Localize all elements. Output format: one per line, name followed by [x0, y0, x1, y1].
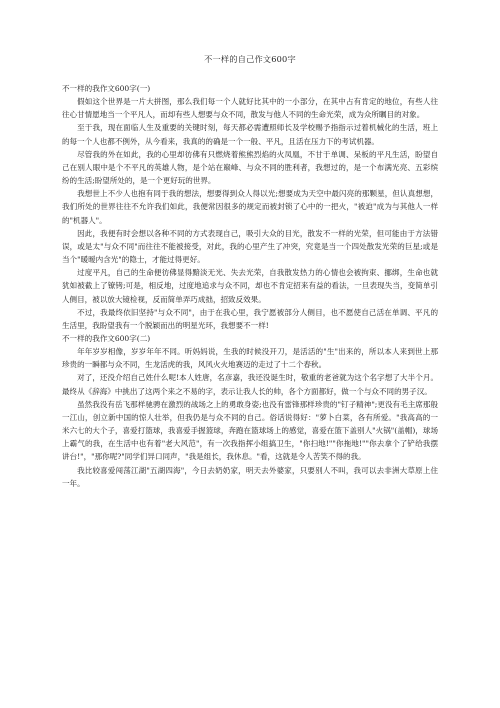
paragraph: 尽管我的外在如此，我的心里却彷佛有只燃烧着熊熊烈焰的火凤凰，不甘于单调、呆板的平凡生活，盼望自己在别人眼中是个不平凡的英雄人物，是个站在巅峰、与众不同的胜利者，我想过的，是一个布满光亮、五彩缤纷的生活;盼望所处的，是一个更好玩的世界。 — [62, 149, 438, 186]
paragraph: 我想世上不少人也抱有同于我的想法，想要得到众人得以光;想要成为天空中最闪亮的那颗星，但认真想想，我们所处的世界往往不允许我们如此，我便常因很多的规定而被封锁了心中的一把火，"被迫"成为与其他人一样的"机器人"。 — [62, 189, 438, 225]
paragraph: 我比较喜爱闯荡江湖"五湖四海"，今日去奶奶家，明天去外婆家，只要别人不叫，我可以去非洲大草原上住一年。 — [62, 465, 438, 488]
paragraph: 年年岁岁相像，岁岁年年不同。听妈妈说，生我的时候没开刀，是活活的"生"出来的，所以本人来到世上那珍贵的一瞬都与众不同，生龙活虎的我，风风火火地赛迈的走过了十二个春秋。 — [62, 347, 438, 370]
paragraph: 假如这个世界是一片大拼图，那么我们每一个人就好比其中的一小部分，在其中占有肯定的地位，有些人往往心甘情愿地当一个平凡人，而却有些人想要与众不同，散发与他人不同的生命光荣，成为众所瞩目的对象。 — [62, 97, 438, 120]
section-heading: 不一样的我作文600字(一) — [62, 84, 151, 93]
paragraph: 对了，还没介绍自己姓什么呢!本人姓唐，名彦嘉，我还没诞生时，敬重的老爸就为这个名字想了大半个月。最终从《辞海》中挑出了这两个来之不易的字，表示让我人长的帅，各个方面都好，做一个与众不同的男子汉。 — [62, 373, 438, 396]
paragraph: 至于我，现在面临人生及重要的关键时刻，每天都必需遭照师长及学校赐予指指示过着机械化的生活，班上的每一个人也都不例外，从今看来，我真的的确是一个一般、平凡，且活在压力下的考试机器。 — [62, 123, 438, 146]
paragraph: 不过，我最终依旧坚持"与众不同"，由于在我心里，我宁愿被部分人侧目，也不愿使自己活在单调、平凡的生活里，我盼望我有一个脱颖而出的明星光环，我想要不一样! — [62, 307, 438, 330]
document-title: 不一样的自己作文600字 — [204, 54, 296, 64]
paragraph: 虽然我没有岳飞那样驰骋在激烈的战场之上的勇敢身姿;也没有雷锋那样珍贵的"钉子精神";更没有毛主席那般一江山，创立新中国的惊人壮举，但我仍是与众不同的自己。俗话说得好："萝卜白菜，各有所爱。"我高高的一米六七的大个子，喜爱打篮球，我喜爱手握篮球，奔跑在篮球场上的感觉，喜爱在篮下盖别人"火锅"(盖帽)，球场上霸气的我，在生活中也有着"老大风范"，有一次我指挥小组搞卫生，"你扫地!""你拖地!""你去拿个了铲给我摆讲台!"，"那你呢?"同学们异口同声，"我是组长，我休息。"看，这就是令人苦笑不得的我。 — [62, 399, 438, 462]
paragraph: 因此，我便有时会想以各种不同的方式表现自己，吸引大众的目光，散发不一样的光荣，但可能由于方法错误，或是太"与众不同"而往往不能被接受，对此，我的心里产生了冲突，究竟是当一个四处散发光荣的巨星;或是当个"暖暧内含光"的隐士，才能过得更好。 — [62, 228, 438, 265]
paragraph: 过度平凡，自己的生命便彷佛显得黯淡无光、失去光荣，自我散发热力的心情也会被拘束、挪绑，生命也就犹如被截上了镣铐;可是，相反地，过度地追求与众不同，却也不肯定招来有益的看法，一旦表现失当，变简单引人侧目，被以放大镜检视，反而简单弄巧成拙，招致反效果。 — [62, 268, 438, 304]
section-heading: 不一样的我作文600字(二) — [62, 333, 151, 343]
document-body — [62, 82, 438, 490]
